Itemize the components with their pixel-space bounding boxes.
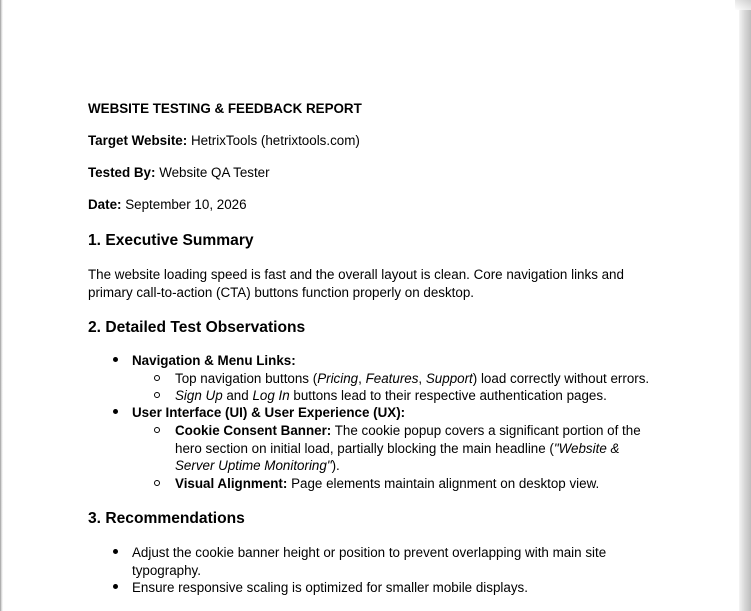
text-segment: ). <box>331 458 340 473</box>
report-title: WEBSITE TESTING & FEEDBACK REPORT <box>88 101 362 116</box>
section-heading-recommendations: 3. Recommendations <box>88 510 245 527</box>
cookie-banner-line-3 <box>175 457 340 474</box>
text-segment: ) load correctly without errors. <box>472 371 650 386</box>
tested-by-value: Website QA Tester <box>155 165 270 180</box>
text-segment: hero section on initial load, partially blocking the main headline ( <box>175 441 554 456</box>
sub-bullet-circle <box>154 480 160 486</box>
tested-by-label: Tested By: <box>88 165 156 180</box>
sub-bullet-circle <box>154 427 160 433</box>
text-segment: and <box>222 388 253 403</box>
ui-ux-heading: User Interface (UI) & User Experience (UX): <box>132 405 406 420</box>
text-segment: Page elements maintain alignment on desktop view. <box>287 476 600 491</box>
quoted-headline: "Website & <box>553 441 620 456</box>
nav-item-auth-buttons <box>175 387 607 404</box>
text-segment: The cookie popup covers a significant portion of the <box>331 423 641 438</box>
date-label: Date: <box>88 197 122 212</box>
summary-paragraph-line-1: The website loading speed is fast and the overall layout is clean. Core navigation links and <box>88 267 624 282</box>
cookie-banner-line-2 <box>175 440 619 457</box>
section-heading-executive-summary: 1. Executive Summary <box>88 232 254 249</box>
support-text: Support <box>425 371 473 386</box>
date-line <box>88 196 247 213</box>
sign-up-text: Sign Up <box>175 388 223 403</box>
cookie-banner-label: Cookie Consent Banner: <box>175 423 332 438</box>
page-right-edge <box>739 0 751 611</box>
text-segment: Top navigation buttons ( <box>175 371 318 386</box>
bullet-dot <box>113 357 118 362</box>
visual-alignment-line <box>175 475 599 492</box>
bullet-dot <box>113 549 118 554</box>
nav-item-top-buttons <box>175 370 649 387</box>
text-segment: buttons lead to their respective authentication pages. <box>289 388 607 403</box>
quoted-headline: Server Uptime Monitoring" <box>175 458 332 473</box>
text-segment: , <box>418 371 426 386</box>
recommendation-2: Ensure responsive scaling is optimized for smaller mobile displays. <box>132 580 528 595</box>
cookie-banner-line-1 <box>175 422 641 439</box>
page-left-edge <box>0 0 3 611</box>
bullet-dot <box>113 584 118 589</box>
visual-alignment-label: Visual Alignment: <box>175 476 288 491</box>
bullet-dot <box>113 409 118 414</box>
recommendation-1-line-1: Adjust the cookie banner height or position to prevent overlapping with main site <box>132 545 607 560</box>
text-segment: , <box>358 371 366 386</box>
target-website-line <box>88 132 360 149</box>
tested-by-line <box>88 164 270 181</box>
recommendation-1-line-2: typography. <box>132 563 201 578</box>
pricing-text: Pricing <box>317 371 359 386</box>
target-website-label: Target Website: <box>88 133 188 148</box>
nav-menu-heading: Navigation & Menu Links: <box>132 353 296 368</box>
target-website-value: HetrixTools (hetrixtools.com) <box>187 133 360 148</box>
summary-paragraph-line-2: primary call-to-action (CTA) buttons function properly on desktop. <box>88 285 475 300</box>
date-value: September 10, 2026 <box>121 197 247 212</box>
sub-bullet-circle <box>154 375 160 381</box>
sub-bullet-circle <box>154 392 160 398</box>
features-text: Features <box>365 371 419 386</box>
log-in-text: Log In <box>252 388 290 403</box>
section-heading-observations: 2. Detailed Test Observations <box>88 319 306 336</box>
page-corner <box>735 0 751 10</box>
